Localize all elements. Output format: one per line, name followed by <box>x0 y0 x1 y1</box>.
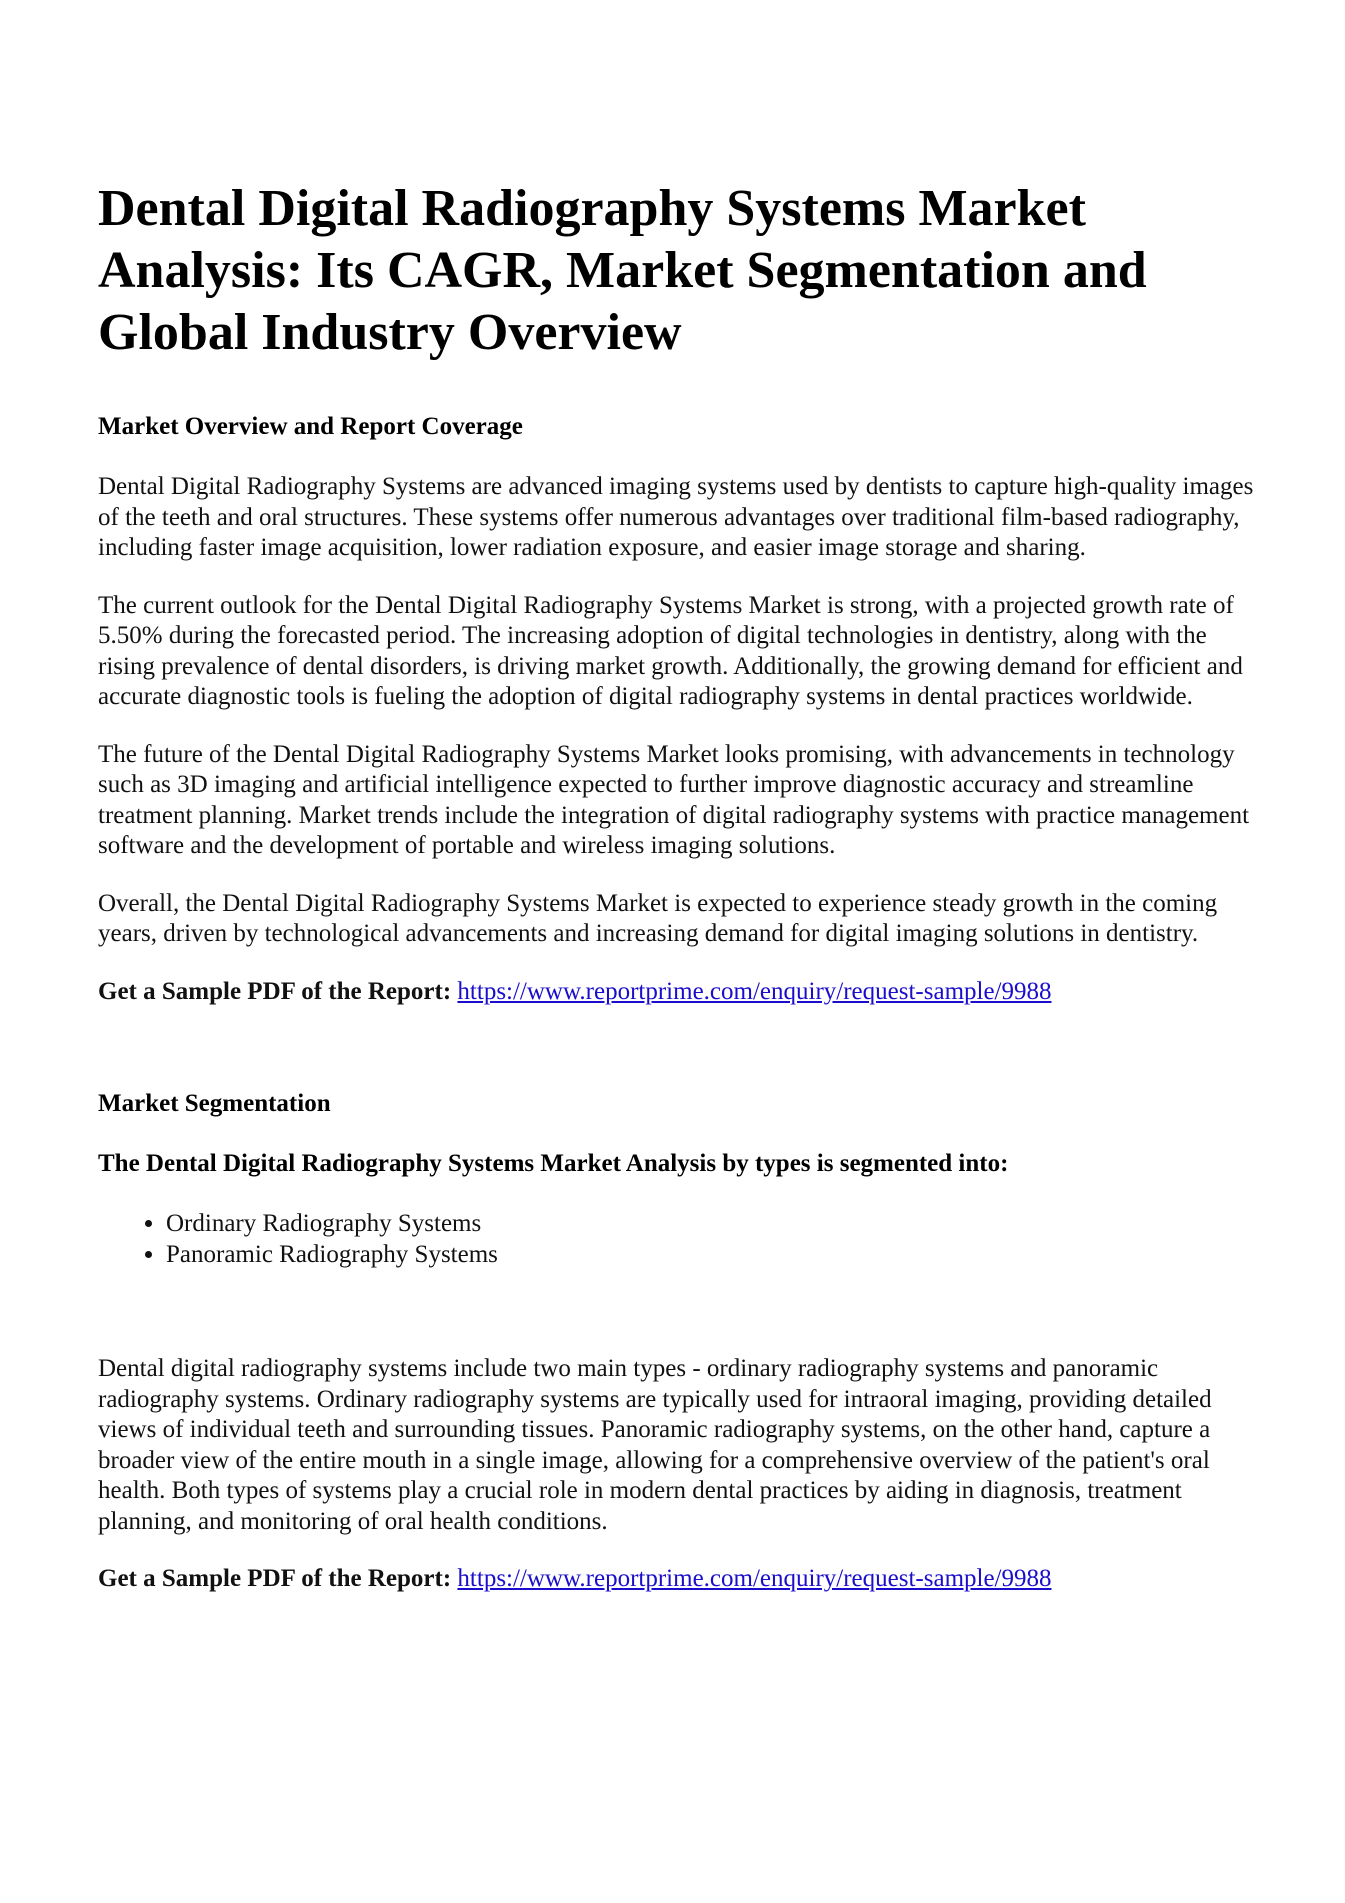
sample-pdf-link[interactable]: https://www.reportprime.com/enquiry/request-sample/9988 <box>457 1565 1052 1592</box>
list-item: • Ordinary Radiography Systems <box>166 1209 1263 1240</box>
list-item: • Panoramic Radiography Systems <box>166 1240 1263 1271</box>
overview-paragraph-1: Dental Digital Radiography Systems are advanced imaging systems used by dentists to capture high-quality images of the teeth and oral structures. These systems offer numerous advantages over traditional film-based radiography, including faster image acquisition, lower radiation exposure, and easier image storage and sharing. <box>98 473 1254 561</box>
sample-pdf-label: Get a Sample PDF of the Report: <box>98 977 452 1005</box>
sample-pdf-line-2 <box>98 1564 1263 1595</box>
spacer <box>98 1034 1263 1089</box>
spacer <box>98 1270 1263 1354</box>
section-heading-segmentation: Market Segmentation <box>98 1090 331 1117</box>
types-paragraph: Dental digital radiography systems include two main types - ordinary radiography systems and panoramic radiography systems. Ordinary radiography systems are typically used for intraoral imaging, providing detailed views of individual teeth and surrounding tissues. Panoramic radiography systems, on the other hand, capture a broader view of the entire mouth in a single image, allowing for a comprehensive overview of the patient's oral health. Both types of systems play a crucial role in modern dental practices by aiding in diagnosis, treatment planning, and monitoring of oral health conditions. <box>98 1355 1212 1535</box>
page-title: Dental Digital Radiography Systems Market Analysis: Its CAGR, Market Segmentation and Global Industry Overview <box>98 180 1147 361</box>
sample-pdf-line-1 <box>98 977 1263 1008</box>
sample-pdf-link[interactable]: https://www.reportprime.com/enquiry/request-sample/9988 <box>457 977 1052 1005</box>
overview-paragraph-2: The current outlook for the Dental Digital Radiography Systems Market is strong, with a projected growth rate of 5.50% during the forecasted period. The increasing adoption of digital technologies in dentistry, along with the rising prevalence of dental disorders, is driving market growth. Additionally, the growing demand for efficient and accurate diagnostic tools is fueling the adoption of digital radiography systems in dental practices worldwide. <box>98 591 1243 710</box>
sample-pdf-label: Get a Sample PDF of the Report: <box>98 1565 452 1592</box>
types-list <box>98 1209 1263 1270</box>
overview-paragraph-3: The future of the Dental Digital Radiography Systems Market looks promising, with advancements in technology such as 3D imaging and artificial intelligence expected to further improve diagnostic accuracy and streamline treatment planning. Market trends include the integration of digital radiography systems with practice management software and the development of portable and wireless imaging solutions. <box>98 740 1250 859</box>
overview-paragraph-4: Overall, the Dental Digital Radiography Systems Market is expected to experience steady growth in the coming years, driven by technological advancements and increasing demand for digital imaging solutions in dentistry. <box>98 889 1218 947</box>
types-heading: The Dental Digital Radiography Systems Market Analysis by types is segmented into: <box>98 1150 1009 1177</box>
document-page <box>98 178 1263 1622</box>
section-heading-overview: Market Overview and Report Coverage <box>98 413 523 440</box>
